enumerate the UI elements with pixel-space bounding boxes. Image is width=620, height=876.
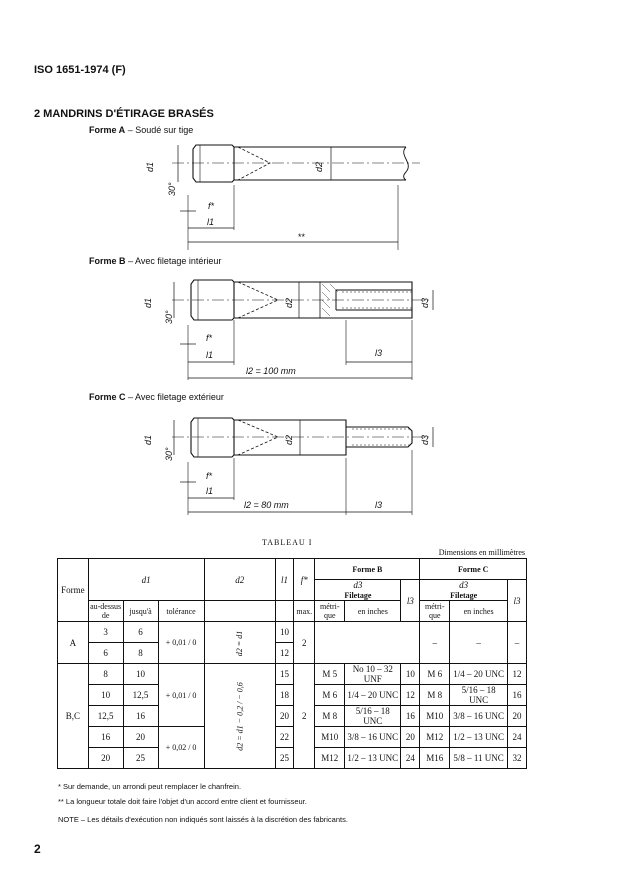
cell-d2-eq-a xyxy=(204,622,275,664)
cell-to: 20 xyxy=(123,727,158,748)
cell-from: 3 xyxy=(88,622,123,643)
cell-from: 10 xyxy=(88,685,123,706)
forme-a-name: Forme A xyxy=(89,125,126,135)
cell-forme-bc: B,C xyxy=(58,664,89,769)
cell-from: 20 xyxy=(88,748,123,769)
cell-tol-bc-1: + 0,01 / 0 xyxy=(158,664,204,727)
label-c-d3: d3 xyxy=(420,434,430,445)
cell-b-met: M10 xyxy=(315,727,345,748)
forme-a-desc: – Soudé sur tige xyxy=(127,125,194,135)
cell-b-inch: 1/2 – 13 UNC xyxy=(345,748,401,769)
label-b-l2: l2 = 100 mm xyxy=(246,366,296,376)
forme-b-desc: – Avec filetage intérieur xyxy=(128,256,222,266)
label-b-angle: 30° xyxy=(164,310,174,324)
table-row xyxy=(58,685,527,706)
cell-l1: 20 xyxy=(275,706,293,727)
head-jusqua: jusqu'à xyxy=(123,601,158,622)
cell-d2-eq-bc xyxy=(204,664,275,769)
cell-c-l3: 24 xyxy=(507,727,526,748)
cell-c-l3: 12 xyxy=(507,664,526,685)
label-a-stars: ** xyxy=(298,232,306,242)
cell-l1: 15 xyxy=(275,664,293,685)
cell-forme-a: A xyxy=(58,622,89,664)
footnote-2: ** La longueur totale doit faire l'objet d'un accord entre client et fournisseur. xyxy=(58,797,307,806)
cell-c-dash-1: – xyxy=(420,622,450,664)
footnote-1: * Sur demande, un arrondi peut remplacer le chanfrein. xyxy=(58,782,242,791)
cell-l1: 18 xyxy=(275,685,293,706)
d2-eq-bc-text: d2 = d1 − 0,2 / − 0,6 xyxy=(235,682,245,751)
head-b-l3: l3 xyxy=(401,580,420,622)
table-header-row-3 xyxy=(58,601,527,622)
cell-c-inch: 5/8 – 11 UNC xyxy=(450,748,508,769)
document-id: ISO 1651-1974 (F) xyxy=(34,64,126,76)
head-c-d3-label: d3 xyxy=(459,580,469,590)
cell-f-bc: 2 xyxy=(294,664,315,769)
forme-c-desc: – Avec filetage extérieur xyxy=(128,392,224,402)
section-title: 2 MANDRINS D'ÉTIRAGE BRASÉS xyxy=(34,108,214,120)
head-c-l3: l3 xyxy=(507,580,526,622)
dimensions-table xyxy=(57,558,527,769)
head-b-metrique: métri- que xyxy=(315,601,345,622)
label-a-d2: d2 xyxy=(314,161,324,172)
label-c-d2: d2 xyxy=(284,434,294,445)
table-row xyxy=(58,727,527,748)
head-forme-c: Forme C xyxy=(420,559,527,580)
head-forme-b: Forme B xyxy=(315,559,420,580)
cell-to: 12,5 xyxy=(123,685,158,706)
head-forme: Forme xyxy=(58,559,89,622)
cell-c-met: M16 xyxy=(420,748,450,769)
cell-c-inch: 1/4 – 20 UNC xyxy=(450,664,508,685)
cell-to: 6 xyxy=(123,622,158,643)
cell-b-inch: 5/16 – 18 UNC xyxy=(345,706,401,727)
cell-c-met: M12 xyxy=(420,727,450,748)
table-row xyxy=(58,706,527,727)
cell-l1: 22 xyxy=(275,727,293,748)
table-row xyxy=(58,622,527,643)
head-c-metrique: métri- que xyxy=(420,601,450,622)
label-c-l3: l3 xyxy=(375,500,383,510)
head-d1: d1 xyxy=(88,559,204,601)
forme-b-name: Forme B xyxy=(89,256,126,266)
cell-b-met: M12 xyxy=(315,748,345,769)
label-c-angle: 30° xyxy=(164,447,174,461)
cell-l1: 12 xyxy=(275,643,293,664)
head-d2: d2 xyxy=(204,559,275,601)
label-a-f: f* xyxy=(208,201,215,211)
cell-to: 25 xyxy=(123,748,158,769)
drawing-forme-a xyxy=(172,145,420,250)
cell-b-l3: 12 xyxy=(401,685,420,706)
drawing-forme-c xyxy=(172,418,433,515)
head-f: f* xyxy=(294,559,315,601)
cell-c-met: M 8 xyxy=(420,685,450,706)
table-row xyxy=(58,748,527,769)
cell-c-dash-3: – xyxy=(507,622,526,664)
cell-l1: 10 xyxy=(275,622,293,643)
table-header-row-1 xyxy=(58,559,527,580)
cell-c-l3: 32 xyxy=(507,748,526,769)
page-number: 2 xyxy=(34,842,41,856)
cell-b-met: M 6 xyxy=(315,685,345,706)
cell-c-l3: 20 xyxy=(507,706,526,727)
label-a-l1: l1 xyxy=(207,217,215,227)
cell-b-inch: No 10 – 32 UNF xyxy=(345,664,401,685)
cell-to: 8 xyxy=(123,643,158,664)
head-tolerance: tolérance xyxy=(158,601,204,622)
cell-tol-a: + 0,01 / 0 xyxy=(158,622,204,664)
head-max: max. xyxy=(294,601,315,622)
cell-b-inch: 1/4 – 20 UNC xyxy=(345,685,401,706)
cell-c-met: M10 xyxy=(420,706,450,727)
cell-c-dash-2: – xyxy=(450,622,508,664)
label-c-d1: d1 xyxy=(143,434,153,445)
cell-c-inch: 5/16 – 18 UNC xyxy=(450,685,508,706)
drawing-forme-b xyxy=(172,280,433,380)
head-b-filetage: Filetage xyxy=(344,591,372,600)
note-text: NOTE – Les détails d'exécution non indiqués sont laissés à la discrétion des fabricants. xyxy=(58,815,348,824)
head-au-dessus: au-dessus de xyxy=(90,602,122,620)
cell-b-met: M 5 xyxy=(315,664,345,685)
cell-b-l3: 10 xyxy=(401,664,420,685)
cell-c-inch: 1/2 – 13 UNC xyxy=(450,727,508,748)
label-b-d3: d3 xyxy=(420,297,430,308)
head-b-d3-label: d3 xyxy=(353,580,363,590)
cell-to: 16 xyxy=(123,706,158,727)
head-l1: l1 xyxy=(275,559,293,601)
cell-from: 6 xyxy=(88,643,123,664)
table-caption: TABLEAU I xyxy=(262,538,313,547)
table-units: Dimensions en millimètres xyxy=(438,548,525,557)
table-row xyxy=(58,664,527,685)
cell-c-l3: 16 xyxy=(507,685,526,706)
label-c-f: f* xyxy=(206,471,213,481)
cell-b-inch: 3/8 – 16 UNC xyxy=(345,727,401,748)
cell-c-inch: 3/8 – 16 UNC xyxy=(450,706,508,727)
label-b-l1: l1 xyxy=(206,350,214,360)
cell-to: 10 xyxy=(123,664,158,685)
label-c-l1: l1 xyxy=(206,486,214,496)
d2-eq-a-text: d2 = d1 xyxy=(235,630,245,656)
label-a-d1: d1 xyxy=(145,161,155,172)
label-a-angle: 30° xyxy=(167,182,177,196)
forme-c-name: Forme C xyxy=(89,392,126,402)
cell-from: 8 xyxy=(88,664,123,685)
head-c-d3 xyxy=(420,580,508,601)
head-c-filetage: Filetage xyxy=(450,591,478,600)
cell-b-empty xyxy=(315,622,420,664)
head-c-inches: en inches xyxy=(450,601,508,622)
head-b-inches: en inches xyxy=(345,601,401,622)
cell-from: 16 xyxy=(88,727,123,748)
cell-b-l3: 24 xyxy=(401,748,420,769)
cell-b-l3: 16 xyxy=(401,706,420,727)
label-c-l2: l2 = 80 mm xyxy=(244,500,289,510)
cell-tol-bc-2: + 0,02 / 0 xyxy=(158,727,204,769)
label-b-d2: d2 xyxy=(284,297,294,308)
cell-f-a: 2 xyxy=(294,622,315,664)
label-b-l3: l3 xyxy=(375,348,383,358)
cell-b-l3: 20 xyxy=(401,727,420,748)
cell-from: 12,5 xyxy=(88,706,123,727)
head-b-d3 xyxy=(315,580,401,601)
cell-l1: 25 xyxy=(275,748,293,769)
label-b-d1: d1 xyxy=(143,297,153,308)
cell-c-met: M 6 xyxy=(420,664,450,685)
label-b-f: f* xyxy=(206,333,213,343)
cell-b-met: M 8 xyxy=(315,706,345,727)
